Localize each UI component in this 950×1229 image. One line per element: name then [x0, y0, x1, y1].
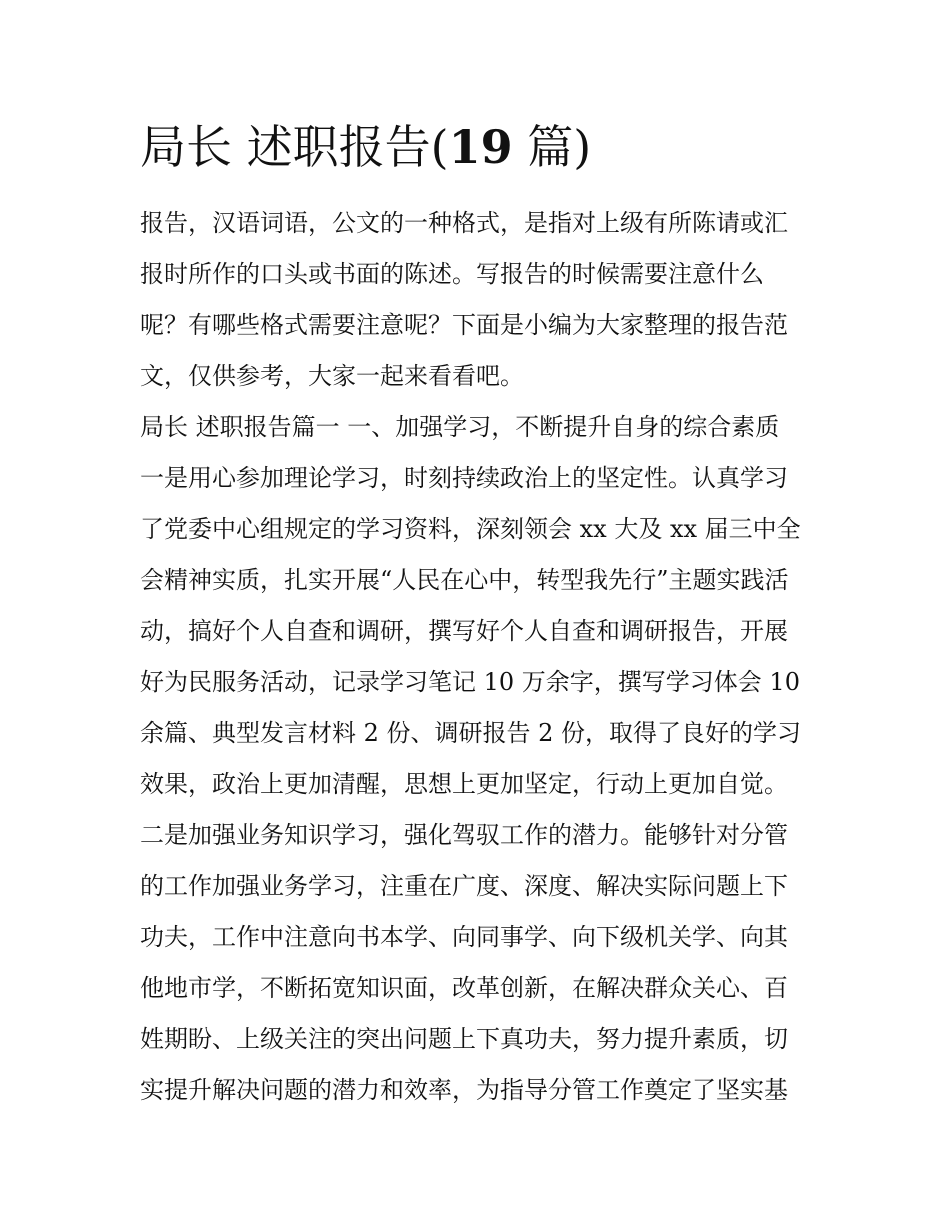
body-line: 报告，汉语词语，公文的一种格式，是指对上级有所陈请或汇	[140, 209, 788, 237]
body-line: 会精神实质，扎实开展“人民在心中，转型我先行”主题实践活	[140, 566, 789, 594]
body-line: 姓期盼、上级关注的突出问题上下真功夫，努力提升素质，切	[140, 1025, 788, 1053]
body-line: 功夫，工作中注意向书本学、向同事学、向下级机关学、向其	[140, 923, 788, 951]
body-line: 一是用心参加理论学习，时刻持续政治上的坚定性。认真学习	[140, 464, 788, 492]
body-line: 文，仅供参考，大家一起来看看吧。	[140, 362, 524, 390]
body-line: 好为民服务活动，记录学习笔记 10 万余字，撰写学习体会 10	[140, 668, 800, 696]
body-line: 报时所作的口头或书面的陈述。写报告的时候需要注意什么	[140, 260, 764, 288]
document-body	[140, 198, 812, 1116]
document-title	[140, 112, 591, 182]
body-line: 呢？有哪些格式需要注意呢？下面是小编为大家整理的报告范	[140, 311, 788, 339]
title-text-end: 篇)	[512, 120, 592, 174]
body-line: 了党委中心组规定的学习资料，深刻领会 xx 大及 xx 届三中全	[140, 515, 801, 543]
body-line: 局长 述职报告篇一 一、加强学习，不断提升自身的综合素质	[140, 413, 780, 441]
body-line: 的工作加强业务学习，注重在广度、深度、解决实际问题上下	[140, 872, 788, 900]
title-count: 19	[448, 120, 513, 174]
body-line: 余篇、典型发言材料 2 份、调研报告 2 份，取得了良好的学习	[140, 719, 802, 747]
body-line: 实提升解决问题的潜力和效率，为指导分管工作奠定了坚实基	[140, 1076, 788, 1104]
title-text-start: 局长 述职报告(	[140, 120, 449, 174]
body-line: 动，搞好个人自查和调研，撰写好个人自查和调研报告，开展	[140, 617, 788, 645]
body-line: 效果，政治上更加清醒，思想上更加坚定，行动上更加自觉。	[140, 770, 788, 798]
body-line: 他地市学，不断拓宽知识面，改革创新，在解决群众关心、百	[140, 974, 788, 1002]
body-line: 二是加强业务知识学习，强化驾驭工作的潜力。能够针对分管	[140, 821, 788, 849]
